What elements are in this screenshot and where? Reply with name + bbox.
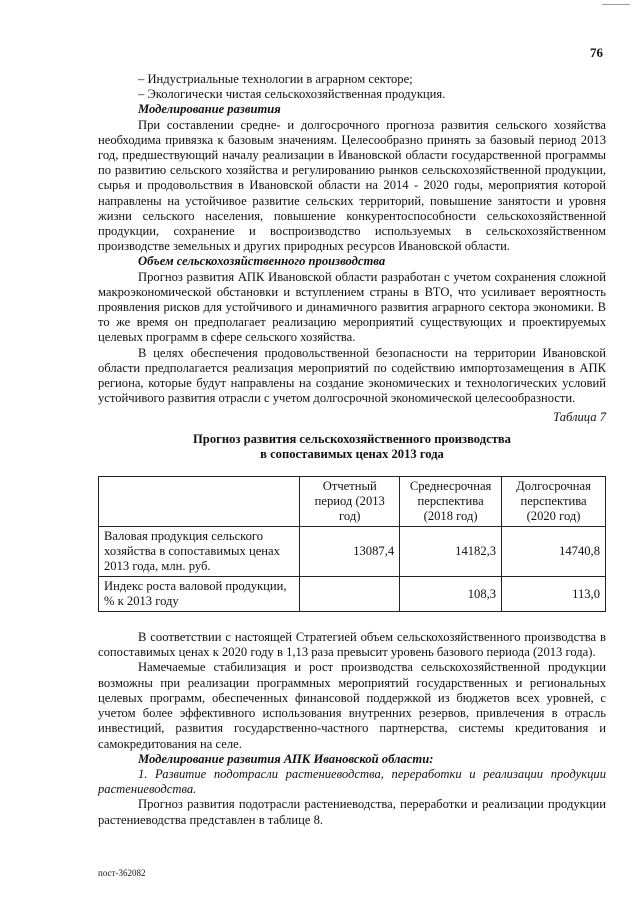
- footer-code: пост-362082: [98, 868, 146, 878]
- cell-2020: 14740,8: [502, 527, 606, 577]
- paragraph: Намечаемые стабилизация и рост производства сельскохозяйственной продукции возможны при реализации программных мероприятий государственных и региональных целевых программ, обеспеченных финансовой поддержкой из бюджетов всех уровней, с учетом более эффективного использования внутренних резервов, привлечения в отрасль инвестиций, развития государственно-частного партнерства, системы кредитования и самокредитования на селе.: [98, 660, 606, 751]
- cell-2018: 108,3: [400, 577, 502, 612]
- corner-mark: [602, 4, 630, 6]
- row-label: Валовая продукция сельского хозяйства в сопоставимых ценах 2013 года, млн. руб.: [99, 527, 300, 577]
- heading-volume: Объем сельскохозяйственного производства: [138, 254, 386, 269]
- page-number: 76: [590, 45, 603, 60]
- paragraph: В соответствии с настоящей Стратегией объем сельскохозяйственного производства в сопоставимых ценах к 2020 году в 1,13 раза превысит уровень базового периода (2013 года).: [98, 630, 606, 660]
- table-header-cell: Отчетный период (2013 год): [300, 477, 400, 527]
- paragraph: Прогноз развития АПК Ивановской области разработан с учетом сохранения сложной макроэкономической обстановки и вступлением страны в ВТО, что усиливает вероятность проявления рисков для устойчивого и динамичного развития аграрного сектора экономики. В то же время он предполагает реализацию мероприятий существующих и проектируемых целевых программ в сфере сельского хозяйства.: [98, 269, 606, 345]
- paragraph: Прогноз развития подотрасли растениеводства, переработки и реализации продукции растениеводства представлен в таблице 8.: [98, 797, 606, 827]
- table-row: [99, 527, 606, 577]
- table-header-cell: Среднесрочная перспектива (2018 год): [400, 477, 502, 527]
- list-item: – Индустриальные технологии в аграрном секторе;: [138, 72, 413, 86]
- table-header-cell: Долгосрочная перспектива (2020 год): [502, 477, 606, 527]
- cell-2013: 13087,4: [300, 527, 400, 577]
- cell-2018: 14182,3: [400, 527, 502, 577]
- table-row: [99, 577, 606, 612]
- table-header-cell: [99, 477, 300, 527]
- heading-modeling: Моделирование развития: [138, 102, 281, 117]
- table-label: Таблица 7: [553, 410, 606, 425]
- table-title: [98, 432, 606, 462]
- row-label: Индекс роста валовой продукции, % к 2013 году: [99, 577, 300, 612]
- cell-2013: [300, 577, 400, 612]
- main-content: [98, 72, 606, 828]
- paragraph: При составлении средне- и долгосрочного прогноза развития сельского хозяйства необходима привязка к базовым значениям. Целесообразно принять за базовый период 2013 год, предшествующий началу реализации в Ивановской области государственной программы по развитию сельского хозяйства и регулированию рынков сельскохозяйственной продукции, сырья и продовольствия в Ивановской области на 2014 - 2020 годы, мероприятия которой направлены на устойчивое развитие сельских территорий, повышение занятости и уровня жизни сельского населения, повышение конкурентоспособности сельскохозяйственной продукции, сохранение и воспроизводство используемых в сельскохозяйственном производстве земельных и других природных ресурсов Ивановской области.: [98, 117, 606, 254]
- cell-2020: 113,0: [502, 577, 606, 612]
- table-title-line: в сопоставимых ценах 2013 года: [260, 446, 444, 461]
- table-title-line: Прогноз развития сельскохозяйственного производства: [193, 431, 511, 446]
- table-header-row: [99, 477, 606, 527]
- subheading: 1. Развитие подотрасли растениеводства, переработки и реализации продукции растениеводства.: [98, 766, 606, 797]
- forecast-table: [98, 476, 606, 612]
- paragraph: В целях обеспечения продовольственной безопасности на территории Ивановской области предполагается реализация мероприятий по содействию импортозамещения в АПК региона, которые будут направлены на создание экономических и технологических условий устойчивого развития отрасли с учетом долгосрочной экономической целесообразности.: [98, 345, 606, 406]
- heading-apk: Моделирование развития АПК Ивановской области:: [138, 751, 434, 766]
- list-item: – Экологически чистая сельскохозяйственная продукция.: [138, 87, 446, 102]
